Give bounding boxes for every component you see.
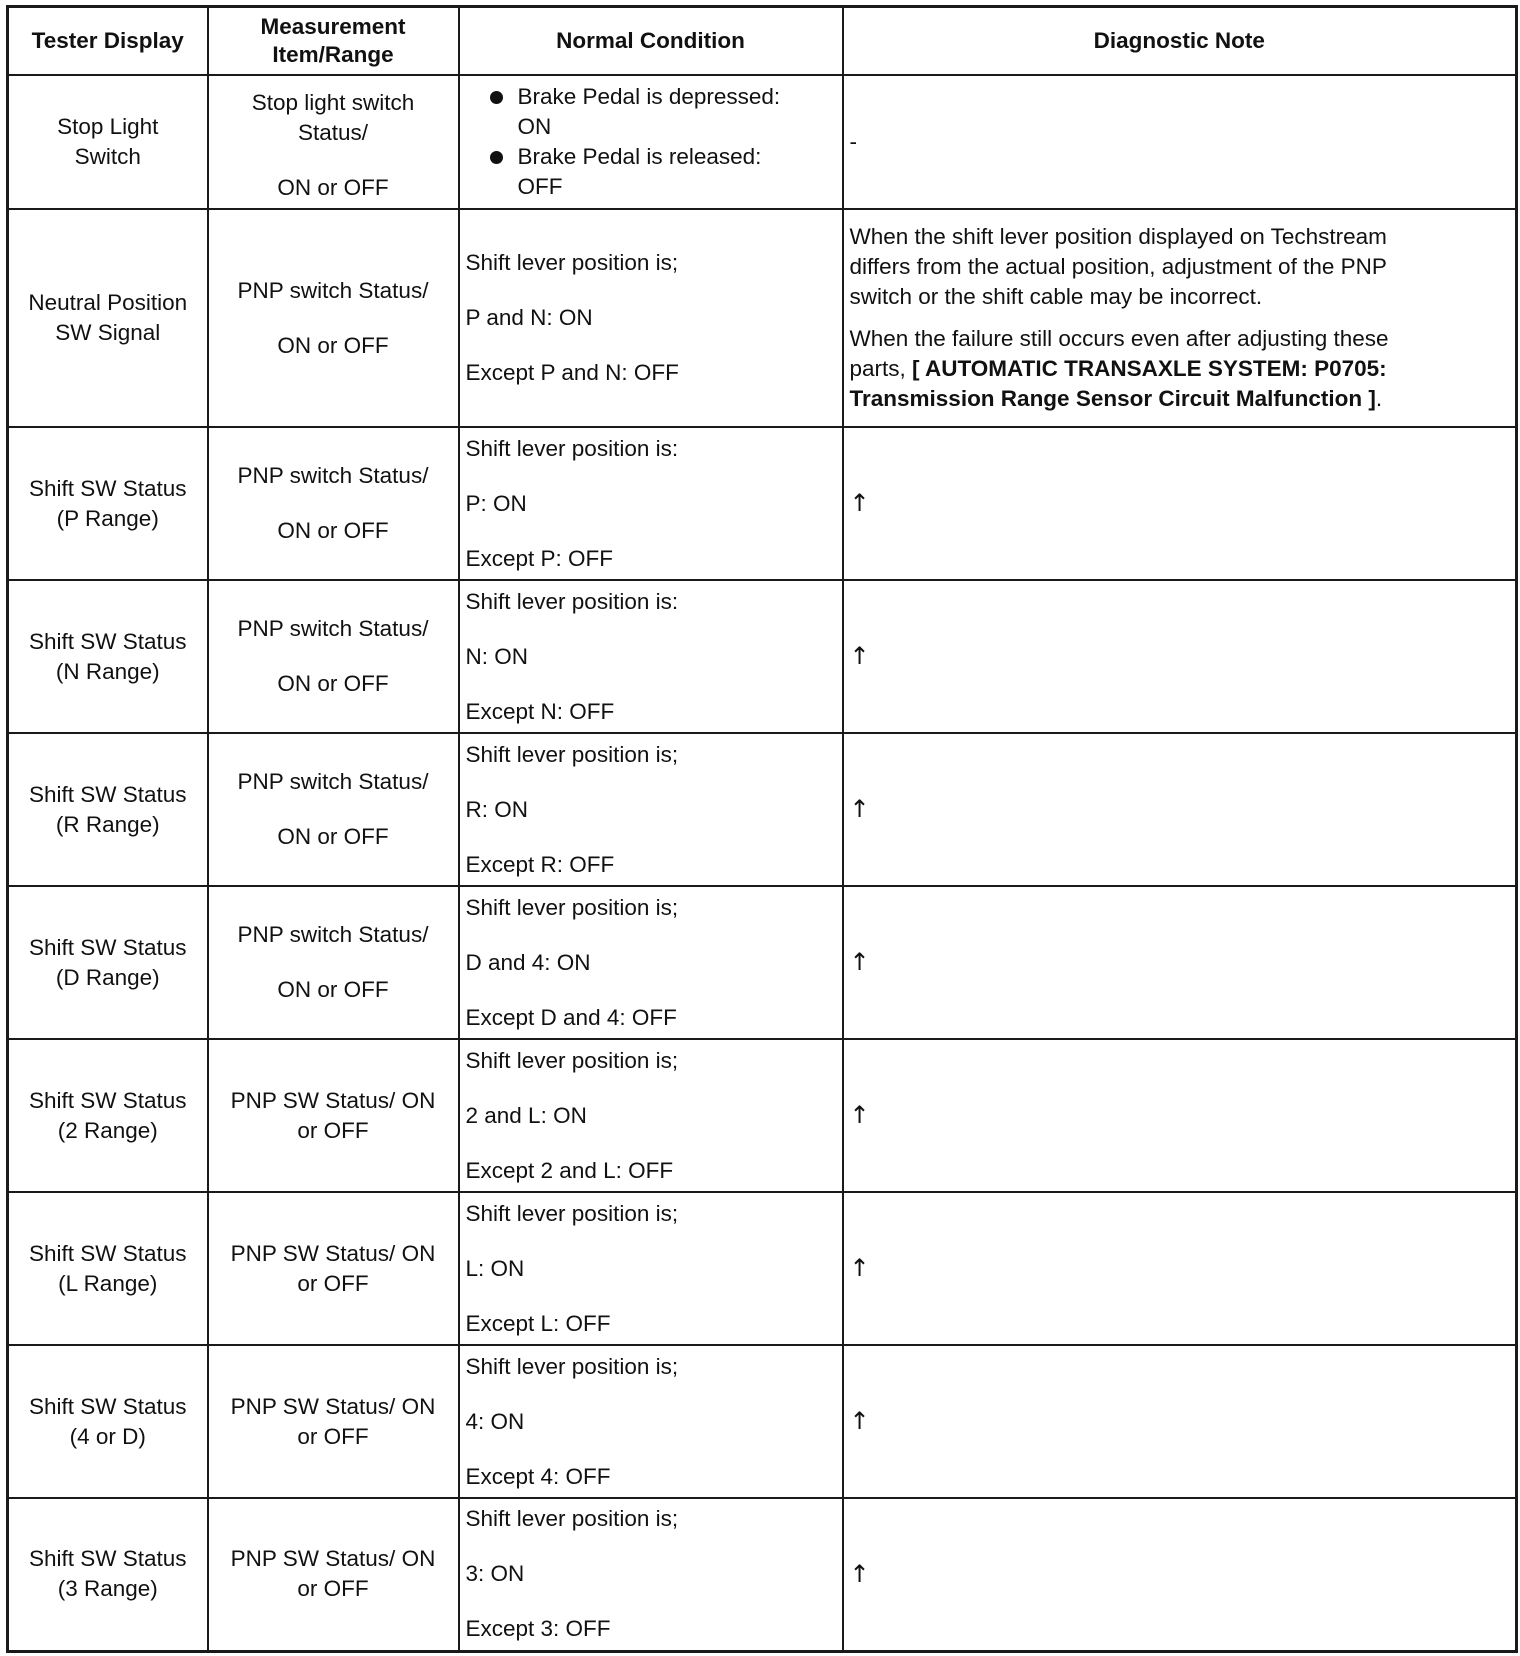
diagnostic-note-cell: - — [843, 75, 1517, 209]
normal-condition-cell: Shift lever position is; 2 and L: ON Except 2 and L: OFF — [459, 1039, 843, 1192]
diagnostic-note-cell — [843, 1192, 1517, 1345]
up-arrow-icon: ↑ — [849, 489, 870, 517]
tester-display-cell: Shift SW Status (P Range) — [8, 427, 208, 580]
table-row — [8, 1192, 1517, 1345]
table-row — [8, 1345, 1517, 1498]
data-list-table — [6, 5, 1518, 1653]
diagnostic-note-cell — [843, 1345, 1517, 1498]
measurement-cell: PNP switch Status/ ON or OFF — [208, 427, 459, 580]
table-row — [8, 733, 1517, 886]
up-arrow-icon: ↑ — [849, 795, 870, 823]
diagnostic-note-cell: When the shift lever position displayed on Techstream differs from the actual position, adjustment of the PNP switch or the shift cable may be incorrect. When the failure still occurs even after adjusting these parts, [ AUTOMATIC TRANSAXLE SYSTEM: P0705: Transmission Range Sensor Circuit Malfunction ]. — [843, 209, 1517, 427]
tester-display-cell: Shift SW Status (L Range) — [8, 1192, 208, 1345]
normal-condition-cell: Shift lever position is: P: ON Except P: OFF — [459, 427, 843, 580]
tester-display-cell: Shift SW Status (2 Range) — [8, 1039, 208, 1192]
table-row — [8, 886, 1517, 1039]
up-arrow-icon: ↑ — [849, 1559, 870, 1588]
measurement-cell: PNP switch Status/ ON or OFF — [208, 733, 459, 886]
list-item: Brake Pedal is released: OFF — [466, 142, 836, 202]
up-arrow-icon: ↑ — [849, 1101, 870, 1129]
tester-display-cell: Shift SW Status (3 Range) — [8, 1498, 208, 1651]
tester-display-cell: Shift SW Status (N Range) — [8, 580, 208, 733]
list-item: Brake Pedal is depressed: ON — [466, 82, 836, 142]
measurement-cell: Stop light switch Status/ ON or OFF — [208, 75, 459, 209]
measurement-cell: PNP SW Status/ ON or OFF — [208, 1192, 459, 1345]
tester-display-cell: Shift SW Status (D Range) — [8, 886, 208, 1039]
measurement-cell: PNP switch Status/ ON or OFF — [208, 886, 459, 1039]
normal-condition-cell: Shift lever position is: N: ON Except N: OFF — [459, 580, 843, 733]
header-measurement: Measurement Item/Range — [208, 7, 459, 76]
measurement-cell: PNP SW Status/ ON or OFF — [208, 1345, 459, 1498]
header-normal-condition: Normal Condition — [459, 7, 843, 76]
bullet-icon — [490, 151, 503, 164]
normal-condition-cell: Shift lever position is; L: ON Except L: OFF — [459, 1192, 843, 1345]
normal-condition-cell — [459, 75, 843, 209]
header-row — [8, 7, 1517, 76]
up-arrow-icon: ↑ — [849, 1407, 870, 1435]
up-arrow-icon: ↑ — [849, 642, 870, 670]
up-arrow-icon: ↑ — [849, 1254, 870, 1282]
table-row — [8, 427, 1517, 580]
measurement-cell: PNP SW Status/ ON or OFF — [208, 1039, 459, 1192]
bullet-icon — [490, 91, 503, 104]
normal-condition-cell: Shift lever position is; 4: ON Except 4: OFF — [459, 1345, 843, 1498]
normal-condition-cell: Shift lever position is; D and 4: ON Except D and 4: OFF — [459, 886, 843, 1039]
reference-link[interactable]: [ AUTOMATIC TRANSAXLE SYSTEM: P0705: — [912, 356, 1387, 381]
table-row — [8, 75, 1517, 209]
diagnostic-note-cell — [843, 580, 1517, 733]
normal-condition-cell: Shift lever position is; R: ON Except R: OFF — [459, 733, 843, 886]
measurement-cell: PNP SW Status/ ON or OFF — [208, 1498, 459, 1651]
tester-display-cell: Shift SW Status (R Range) — [8, 733, 208, 886]
table-row — [8, 209, 1517, 427]
reference-link-cont[interactable]: Transmission Range Sensor Circuit Malfunction ] — [849, 386, 1376, 411]
measurement-cell: PNP switch Status/ ON or OFF — [208, 209, 459, 427]
table-row — [8, 580, 1517, 733]
diagnostic-note-cell — [843, 1498, 1517, 1651]
header-tester-display: Tester Display — [8, 7, 208, 76]
measurement-cell: PNP switch Status/ ON or OFF — [208, 580, 459, 733]
tester-display-cell: Neutral Position SW Signal — [8, 209, 208, 427]
normal-condition-cell: Shift lever position is; 3: ON Except 3: OFF — [459, 1498, 843, 1651]
diagnostic-note-cell — [843, 427, 1517, 580]
table-row — [8, 1498, 1517, 1651]
diagnostic-note-cell — [843, 1039, 1517, 1192]
header-diagnostic-note: Diagnostic Note — [843, 7, 1517, 76]
normal-condition-cell: Shift lever position is; P and N: ON Except P and N: OFF — [459, 209, 843, 427]
up-arrow-icon: ↑ — [849, 948, 870, 976]
range-rows — [8, 427, 1517, 1651]
tester-display-cell: Stop Light Switch — [8, 75, 208, 209]
diagnostic-note-cell — [843, 733, 1517, 886]
table-row — [8, 1039, 1517, 1192]
tester-display-cell: Shift SW Status (4 or D) — [8, 1345, 208, 1498]
diagnostic-note-cell — [843, 886, 1517, 1039]
condition-bullet-list — [466, 82, 836, 202]
